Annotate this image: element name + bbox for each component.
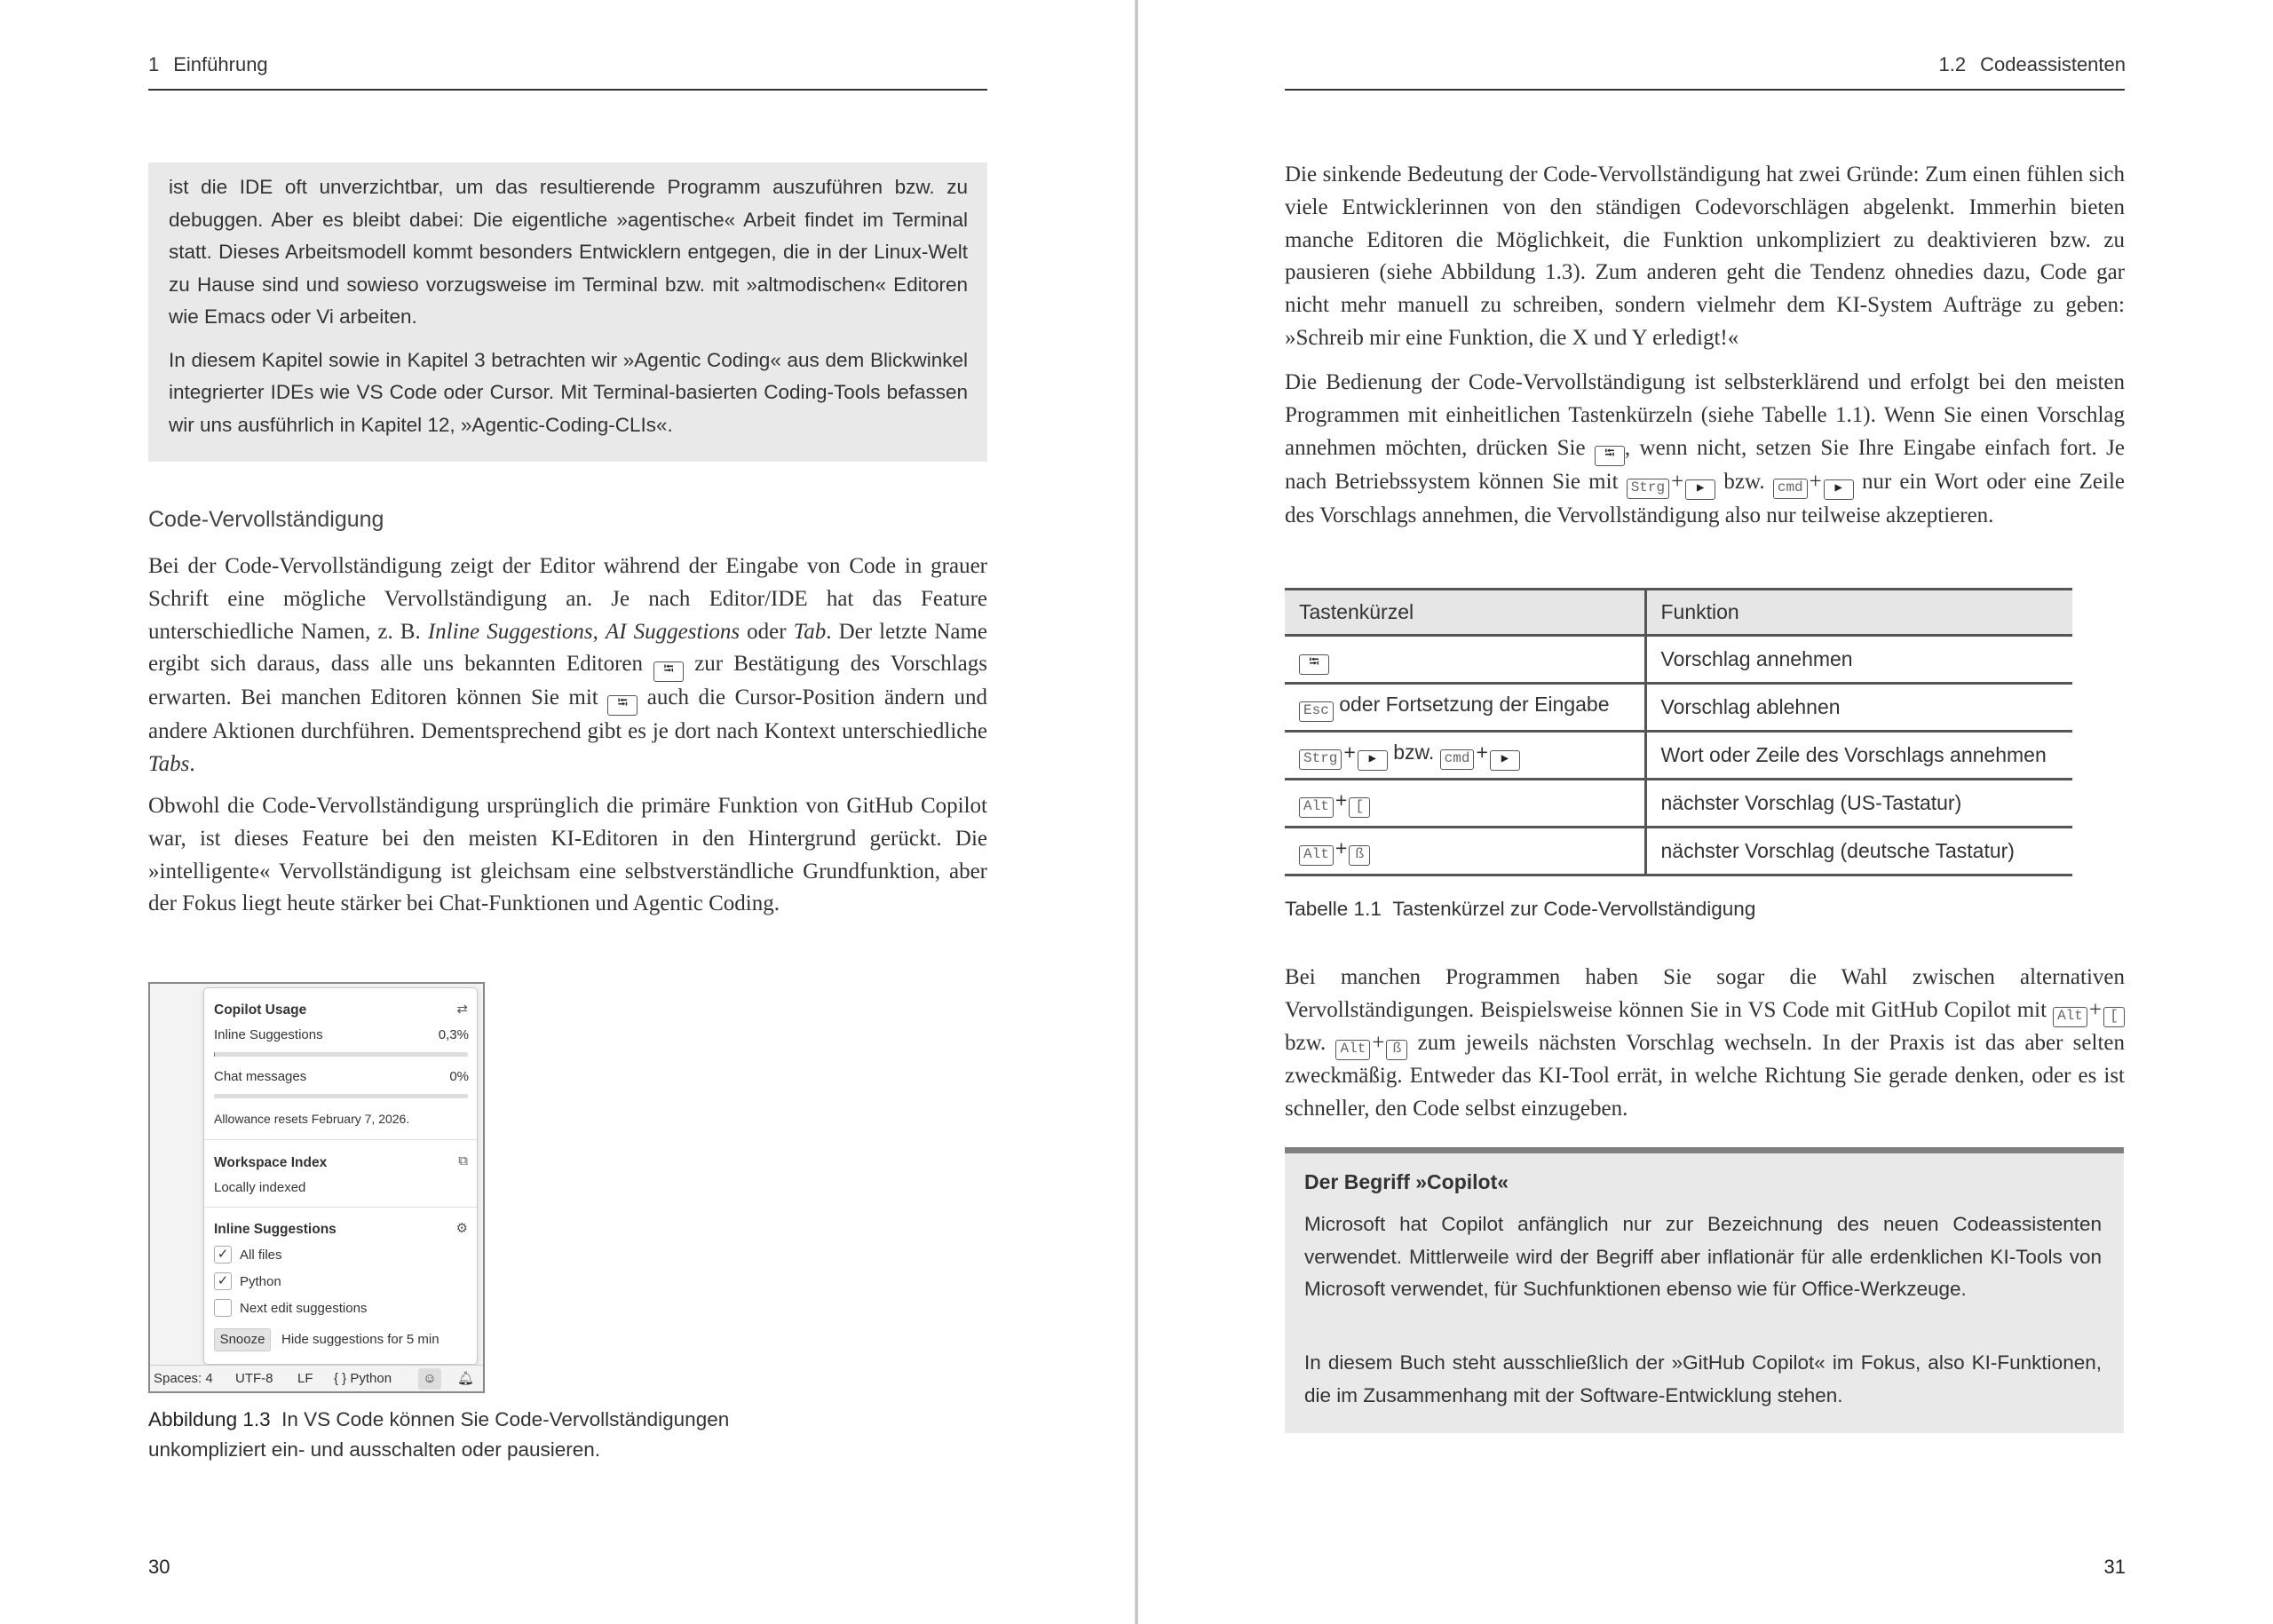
copilot-usage-title: Copilot Usage: [214, 1002, 307, 1018]
checkbox-all-files[interactable]: ✓: [214, 1246, 232, 1264]
box-title: Der Begriff »Copilot«: [1304, 1170, 1509, 1193]
alt-key: Alt: [2053, 1007, 2087, 1027]
snooze-text: Hide suggestions for 5 min: [281, 1332, 440, 1347]
inline-suggestions-value: 0,3%: [438, 1027, 469, 1042]
body-paragraph: Die Bedienung der Code-Vervollständigung ist selbsterklärend und erfolgt bei den meisten Programmen mit einheitlichen Tastenkürzeln (siehe Tabelle 1.1). Wenn Sie einen Vorschlag annehmen möchten, drücken Sie ⭾ , wenn nicht, setzen Sie Ihre Eingabe einfach fort. Je nach Betriebssystem können Sie mit Strg + ▶ bzw. cmd + ▶ nur ein Wort oder eine Zeile des Vorschlags annehmen, die Vervollständigung also nur teilweise akzeptieren.: [1285, 370, 2125, 527]
header-rule: [1285, 89, 2125, 91]
right-arrow-key-icon: ▶: [1358, 750, 1388, 771]
table-row: ⭾ Vorschlag annehmen: [1285, 636, 2072, 684]
body-paragraph: Obwohl die Code-Vervollständigung ursprünglich die primäre Funktion von GitHub Copilot war, ist dieses Feature bei den meisten KI-Editoren in den Hintergrund gerückt. Die »intelligente« Vervollständigung ist gleichsam eine selbstverständliche Grundfunktion, aber der Fokus liegt heute stärker bei Chat-Funktionen und Agentic Coding.: [148, 794, 987, 916]
right-arrow-key-icon: ▶: [1824, 479, 1854, 500]
shortcut-table: [1285, 588, 2072, 876]
running-head-right: [1939, 53, 2126, 76]
workspace-index-title: Workspace Index: [214, 1155, 328, 1170]
box-paragraph: ist die IDE oft unverzichtbar, um das resultierende Programm auszuführen bzw. zu debuggen. Aber es bleibt dabei: Die eigentliche »agentische« Arbeit findet im Terminal statt. Dieses Arbeitsmodell kommt besonders Entwicklern entgegen, die in der Linux-Welt zu Hause sind und sowieso vorzugsweise im Terminal bzw. mit »altmodischen« Editoren wie Emacs oder Vi arbeiten.: [169, 176, 968, 328]
gear-icon[interactable]: ⚙: [455, 1221, 468, 1236]
snooze-button[interactable]: Snooze: [214, 1328, 271, 1351]
status-encoding[interactable]: UTF-8: [235, 1371, 273, 1386]
strg-key: Strg: [1299, 749, 1342, 770]
eszett-key: ß: [1386, 1040, 1407, 1060]
copilot-status-popup: [203, 987, 478, 1365]
section-number: 1.2: [1938, 53, 1967, 75]
checkbox-next-edit[interactable]: [214, 1299, 232, 1317]
checkbox-python[interactable]: ✓: [214, 1272, 232, 1290]
body-paragraph: Bei der Code-Vervollständigung zeigt der Editor während der Eingabe von Code in grauer Schrift eine mögliche Vervollständigung an. Je nach Editor/IDE hat das Feature unterschiedliche Namen, z. B. Inline Suggestions, AI Suggestions oder Tab. Der letzte Name ergibt sich daraus, dass alle uns bekannten Editoren ⭾ zur Bestätigung des Vorschlags erwarten. Bei manchen Editoren können Sie mit ⭾ auch die Cursor-Position ändern und andere Aktionen durchführen. Dementsprechend gibt es je dort nach Kontext unterschiedliche Tabs.: [148, 554, 988, 777]
eszett-key: ß: [1349, 845, 1370, 866]
option-label: Next edit suggestions: [240, 1301, 368, 1316]
section-title: Codeassistenten: [1980, 53, 2126, 75]
chapter-title: Einführung: [173, 53, 268, 75]
esc-key: Esc: [1299, 701, 1334, 722]
table-row: Alt + [ nächster Vorschlag (US-Tastatur): [1285, 780, 2072, 828]
copilot-icon[interactable]: ☺: [418, 1368, 441, 1390]
box-paragraph: In diesem Kapitel sowie in Kapitel 3 betrachten wir »Agentic Coding« aus dem Blickwinkel integrierter IDEs wie VS Code oder Cursor. Mit Terminal-basierten Coding-Tools befassen wir uns ausführlich in Kapitel 12, »Agentic-Coding-CLIs«.: [169, 348, 968, 436]
inline-suggestions-label: Inline Suggestions: [214, 1027, 323, 1042]
left-page: [0, 0, 1135, 1624]
alt-key: Alt: [1335, 1040, 1370, 1060]
table-row: Esc oder Fortsetzung der Eingabe Vorschlag ablehnen: [1285, 684, 2072, 732]
status-bar: [150, 1365, 483, 1391]
cmd-key: cmd: [1773, 479, 1808, 499]
running-head-left: [148, 53, 268, 76]
tab-key-icon: ⭾: [1299, 654, 1329, 675]
allowance-text: Allowance resets February 7, 2026.: [214, 1112, 410, 1126]
open-external-icon[interactable]: ⧉: [458, 1153, 468, 1168]
chat-messages-value: 0%: [449, 1069, 469, 1084]
status-language[interactable]: { } Python: [334, 1371, 392, 1386]
table-row: Alt + ß nächster Vorschlag (deutsche Tastatur): [1285, 828, 2072, 875]
right-arrow-key-icon: ▶: [1490, 750, 1520, 771]
header-rule: [148, 89, 987, 91]
settings-sliders-icon[interactable]: ⇄: [456, 1002, 468, 1017]
option-label: All files: [240, 1248, 282, 1263]
status-eol[interactable]: LF: [297, 1371, 313, 1386]
tab-key-icon: ⭾: [607, 695, 638, 716]
figure-caption: Abbildung 1.3 In VS Code können Sie Code-Vervollständigungen unkompliziert ein- und ausschalten oder pausieren.: [148, 1408, 730, 1461]
intro-box: [148, 162, 987, 462]
table-header: Funktion: [1645, 590, 2072, 636]
copilot-info-box: [1285, 1147, 2124, 1433]
status-spaces[interactable]: Spaces: 4: [154, 1371, 213, 1386]
table-row: Strg + ▶ bzw. cmd + ▶ Wort oder Zeile des Vorschlags annehmen: [1285, 732, 2072, 780]
locally-indexed-text: Locally indexed: [214, 1180, 306, 1195]
vscode-screenshot: [148, 982, 485, 1393]
alt-key: Alt: [1299, 797, 1334, 818]
inline-suggestions-section-title: Inline Suggestions: [214, 1222, 337, 1237]
tab-key-icon: ⭾: [653, 661, 684, 682]
right-arrow-key-icon: ▶: [1685, 479, 1715, 500]
page-number-left: 30: [148, 1556, 170, 1578]
cmd-key: cmd: [1440, 749, 1475, 770]
bracket-key: [: [2103, 1007, 2125, 1027]
section-heading: Code-Vervollständigung: [148, 507, 384, 532]
bracket-key: [: [1349, 797, 1370, 818]
page-number-right: 31: [2103, 1556, 2126, 1578]
body-paragraph: Bei manchen Programmen haben Sie sogar die Wahl zwischen alternativen Vervollständigungen. Beispielsweise können Sie in VS Code mit GitHub Copilot mit Alt + [ bzw. Alt + ß zum jeweils nächsten Vorschlag wechseln. In der Praxis ist das aber selten zweckmäßig. Entweder das KI-Tool errät, in welche Richtung Sie gerade denken, oder es ist schneller, den Code selbst einzugeben.: [1285, 965, 2125, 1121]
option-label: Python: [240, 1274, 281, 1289]
alt-key: Alt: [1299, 845, 1334, 866]
table-header: Tastenkürzel: [1285, 590, 1645, 636]
inline-usage-bar: [214, 1052, 468, 1057]
bell-icon[interactable]: 🔔︎: [457, 1371, 475, 1386]
chapter-number: 1: [148, 53, 160, 75]
table-caption: Tabelle 1.1 Tastenkürzel zur Code-Vervollständigung: [1285, 898, 1756, 920]
body-paragraph: Die sinkende Bedeutung der Code-Vervollständigung hat zwei Gründe: Zum einen fühlen sich viele Entwicklerinnen von den ständigen Codevorschlägen abgelenkt. Immerhin bieten manche Editoren die Möglichkeit, die Funktion unkompliziert zu deaktivieren bzw. zu pausieren (siehe Abbildung 1.3). Zum anderen geht die Tendenz ohnedies dazu, Code gar nicht mehr manuell zu schreiben, sondern vielmehr dem KI-System Aufträge zu geben: »Schreib mir eine Funktion, die X und Y erledigt!«: [1285, 162, 2125, 350]
box-paragraph: In diesem Buch steht ausschließlich der »GitHub Copilot« im Fokus, also KI-Funktionen, die im Zusammenhang mit der Software-Entwicklung stehen.: [1304, 1351, 2102, 1406]
chat-usage-bar: [214, 1094, 468, 1098]
tab-key-icon: ⭾: [1595, 446, 1625, 466]
strg-key: Strg: [1627, 479, 1669, 499]
chat-messages-label: Chat messages: [214, 1069, 307, 1084]
right-page: [1138, 0, 2273, 1624]
box-paragraph: Microsoft hat Copilot anfänglich nur zur Bezeichnung des neuen Codeassistenten verwendet. Mittlerweile wird der Begriff aber inflationär für alle erdenklichen KI-Tools von Microsoft verwendet, für Suchfunktionen ebenso wie für Office-Werkzeuge.: [1304, 1213, 2102, 1300]
